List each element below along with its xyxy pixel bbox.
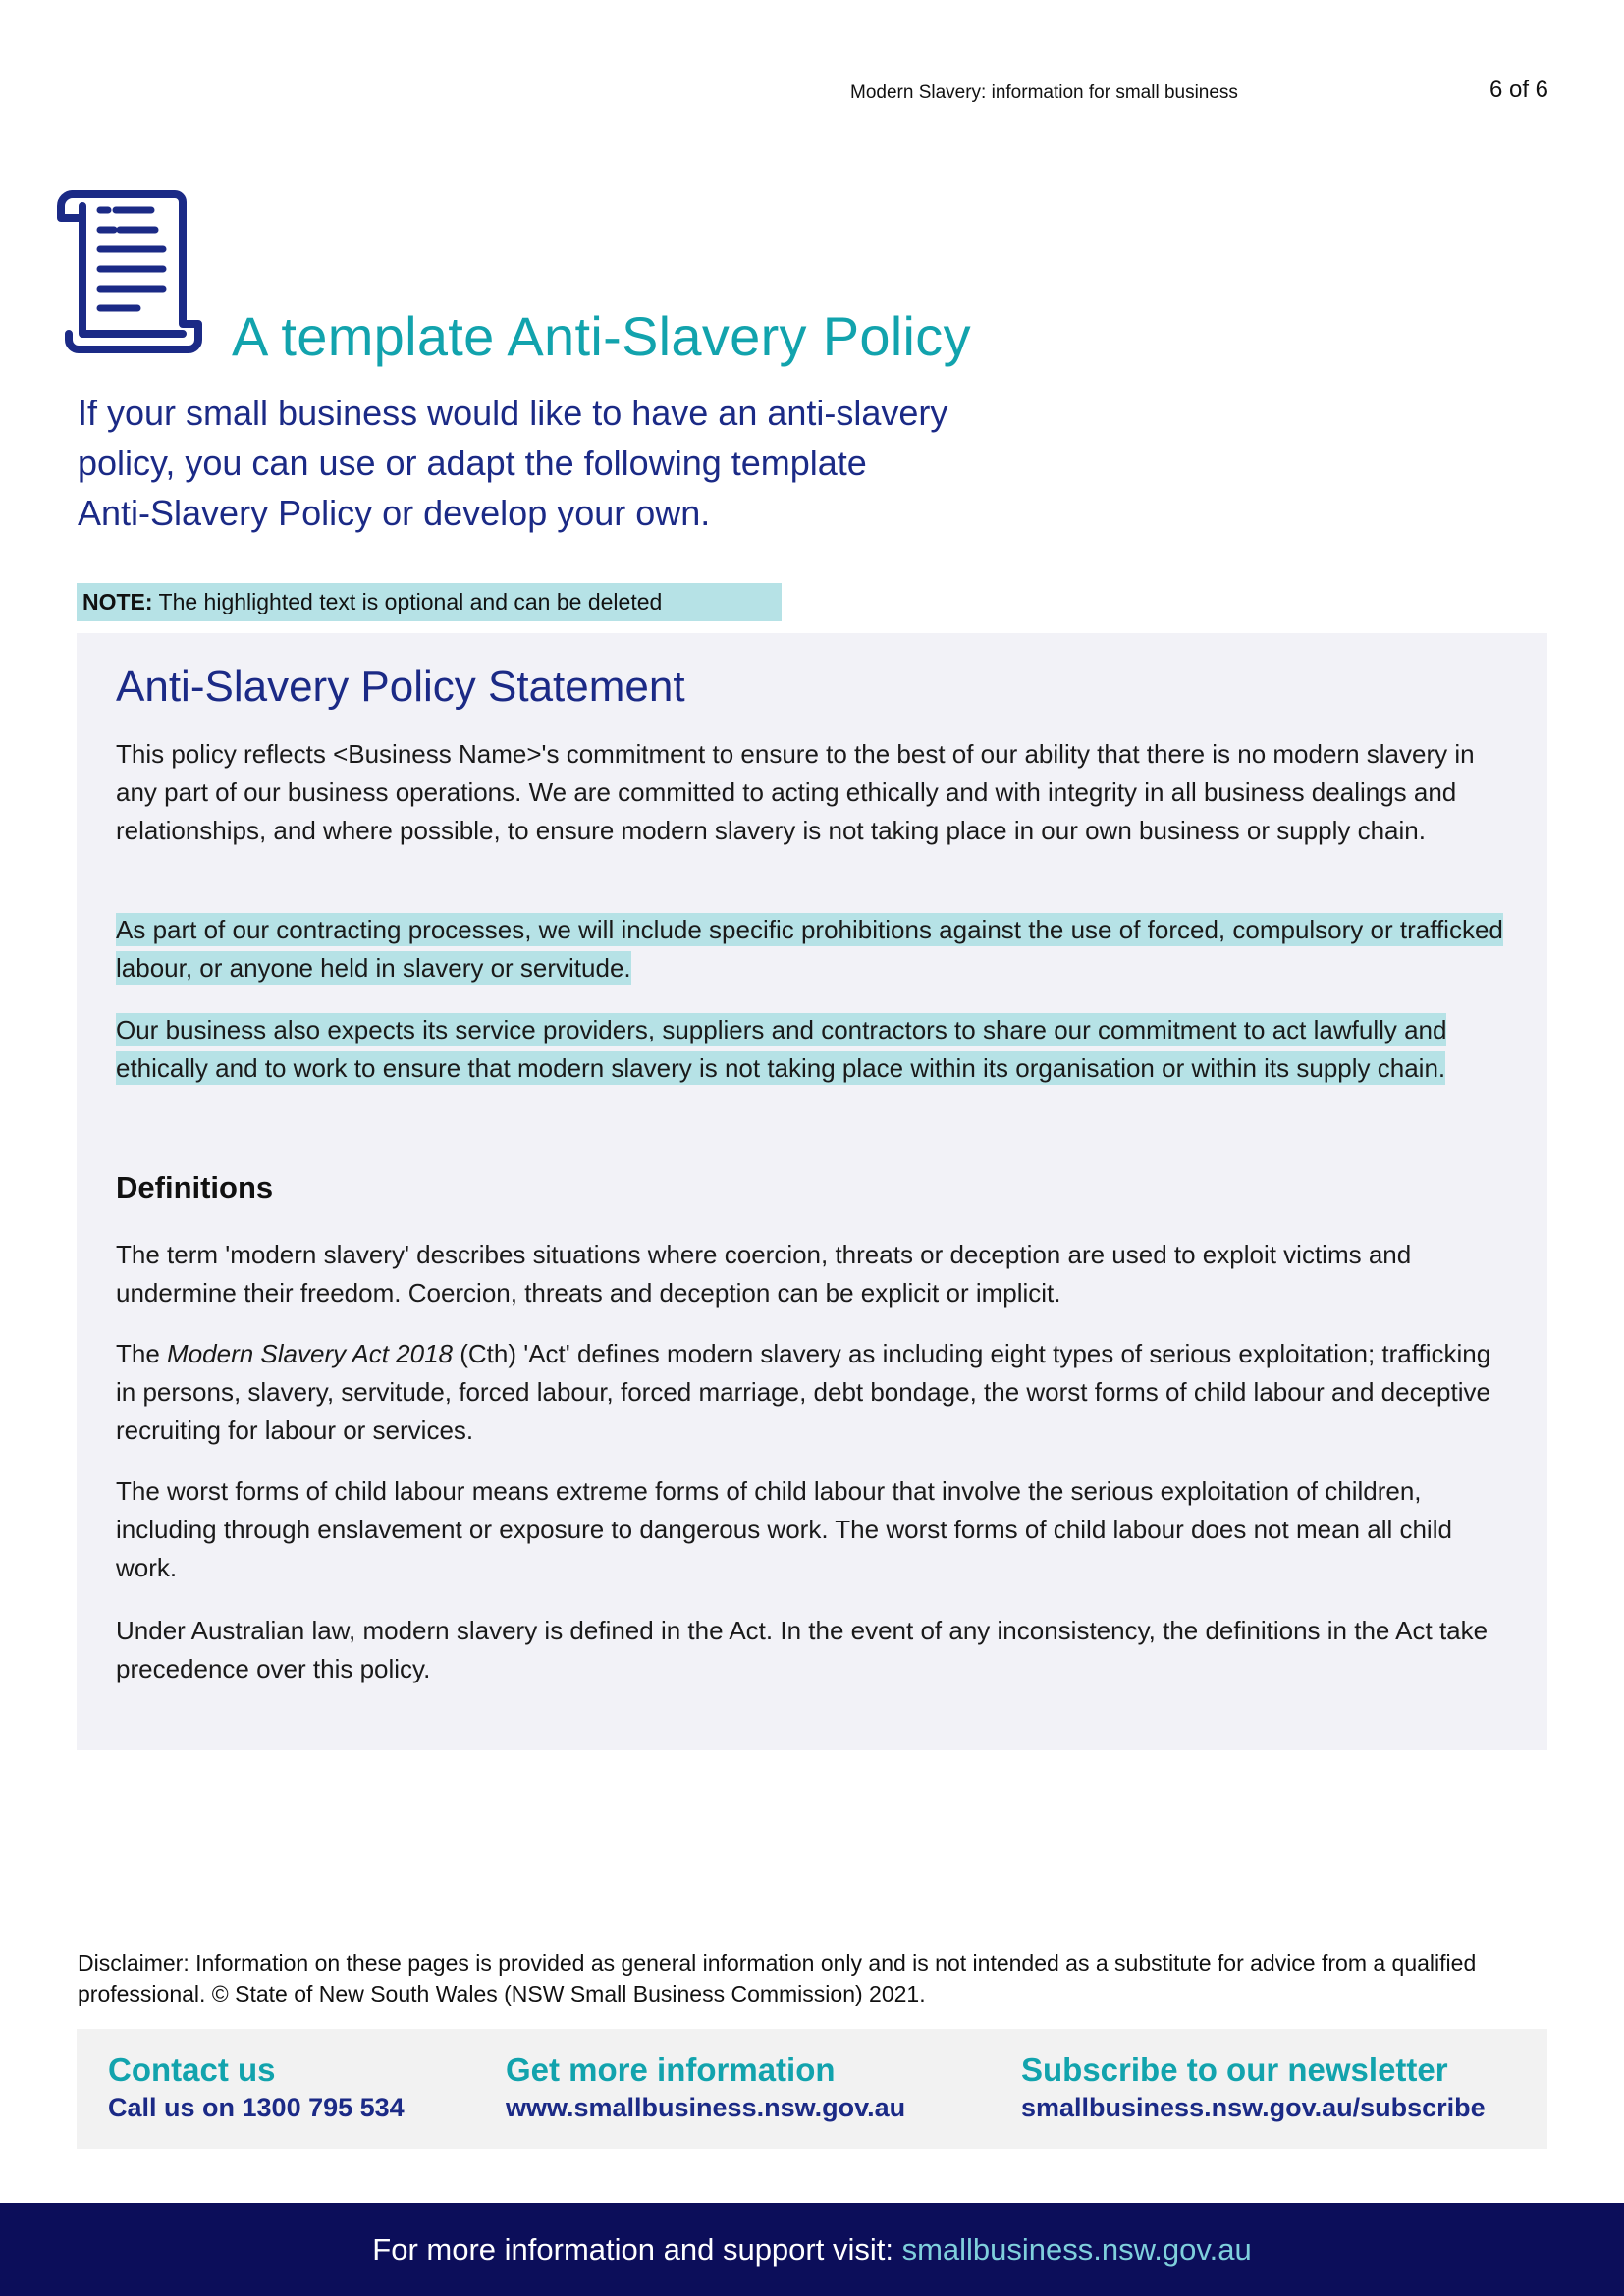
statement-title: Anti-Slavery Policy Statement — [116, 663, 685, 711]
intro-line: If your small business would like to have an anti-slavery — [78, 393, 948, 433]
definition-paragraph — [116, 1335, 1510, 1450]
intro-text — [78, 388, 1079, 538]
footer-link[interactable]: smallbusiness.nsw.gov.au — [901, 2232, 1252, 2267]
statement-paragraph: This policy reflects <Business Name>'s commitment to ensure to the best of our ability that there is no modern slavery in any part of our business operations. We are committed to acting ethically and with integrity in all business dealings and relationships, and where possible, to ensure modern slavery is not taking place in our own business or supply chain. — [116, 739, 1475, 845]
definition-paragraph: The worst forms of child labour means extreme forms of child labour that involve the serious exploitation of children, including through enslavement or exposure to dangerous work. The worst forms of child labour does not mean all child work. — [116, 1476, 1452, 1582]
footer-bar — [0, 2203, 1624, 2296]
definitions-heading: Definitions — [116, 1170, 274, 1204]
intro-line: Anti-Slavery Policy or develop your own. — [78, 493, 711, 533]
scroll-document-icon — [53, 187, 206, 359]
footer-text: For more information and support visit: — [372, 2232, 902, 2267]
page-title: A template Anti-Slavery Policy — [232, 305, 971, 367]
contact-bar — [77, 2029, 1547, 2149]
disclaimer: Disclaimer: Information on these pages is provided as general information only and is not intended as a substitute for advice from a qualified professional. © State of New South Wales (NSW Small Business Commission) 2021. — [78, 1950, 1477, 2006]
optional-paragraph — [116, 1011, 1510, 1088]
newsletter — [1021, 2051, 1486, 2125]
document-title: Modern Slavery: information for small business — [850, 82, 1238, 103]
contact-heading: Get more information — [506, 2052, 836, 2088]
definition-text: (Cth) 'Act' defines modern slavery as including eight types of serious exploitation; trafficking in persons, slavery, servitude, forced labour, forced marriage, debt bondage, the worst forms of child labour and deceptive recruiting for labour or services. — [116, 1339, 1491, 1445]
policy-panel — [77, 633, 1547, 1750]
act-name: Modern Slavery Act 2018 — [167, 1339, 453, 1368]
contact-heading: Contact us — [108, 2052, 276, 2088]
definition-text: The — [116, 1339, 168, 1368]
definition-paragraph: The term 'modern slavery' describes situations where coercion, threats or deception are used to exploit victims and undermine their freedom. Coercion, threats and deception can be explicit or implicit. — [116, 1240, 1412, 1308]
phone-link[interactable]: Call us on 1300 795 534 — [108, 2093, 405, 2122]
page-number: 6 of 6 — [1489, 77, 1548, 103]
note-label: NOTE: — [82, 589, 153, 614]
intro-line: policy, you can use or adapt the following template — [78, 443, 867, 483]
subscribe-link[interactable]: smallbusiness.nsw.gov.au/subscribe — [1021, 2093, 1486, 2122]
highlighted-text: As part of our contracting processes, we will include specific prohibitions against the use of forced, compulsory or trafficked labour, or anyone held in slavery or servitude. — [116, 915, 1503, 983]
definition-paragraph: Under Australian law, modern slavery is defined in the Act. In the event of any inconsistency, the definitions in the Act take precedence over this policy. — [116, 1616, 1489, 1683]
optional-paragraph — [116, 911, 1510, 988]
contact-us — [108, 2051, 405, 2125]
more-info — [506, 2051, 905, 2125]
note-banner — [77, 583, 782, 621]
contact-heading: Subscribe to our newsletter — [1021, 2052, 1448, 2088]
website-link[interactable]: www.smallbusiness.nsw.gov.au — [506, 2093, 906, 2122]
note-text: The highlighted text is optional and can be deleted — [152, 589, 663, 614]
highlighted-text: Our business also expects its service providers, suppliers and contractors to share our commitment to act lawfully and ethically and to work to ensure that modern slavery is not taking place within its organisation or within its supply chain. — [116, 1015, 1447, 1083]
